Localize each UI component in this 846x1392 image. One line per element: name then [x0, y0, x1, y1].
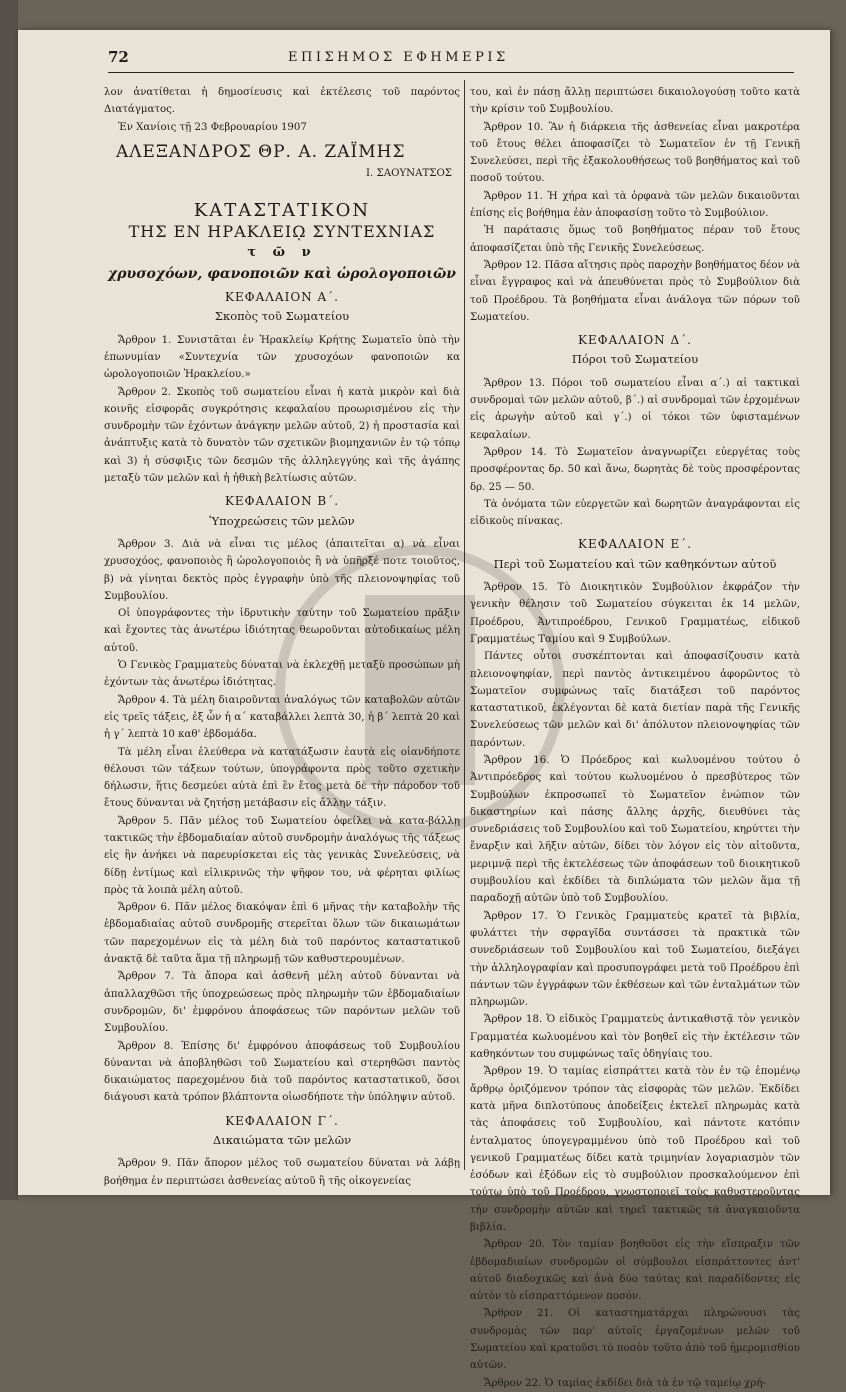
article-8: Ἄρθρον 8. Ἐπίσης δι' ἐμφρόνου ἀποφάσεως τοῦ Συμβουλίου δύνανται νὰ ἀποβληθῶσι τοῦ Σωματείου καὶ στερηθῶσι παντὸς δικαιώματος παρεχομένου διὰ τοῦ παρόντος καταστατικοῦ, ὅσοι διάγουσι κατὰ τρόπον βλάπτοντα οἱωσδήποτε τὴν ὑπόληψιν αὐτοῦ. — [104, 1040, 460, 1104]
place-date: Ἐν Χανίοις τῇ 23 Φεβρουαρίου 1907 — [118, 121, 307, 133]
article-9: Ἄρθρον 9. Πᾶν ἄπορον μέλος τοῦ σωματείου δύναται νὰ λάβῃ βοήθημα ἐν περιπτώσει ἀσθενείας αὐτοῦ ἢ τῆς οἰκογενείας — [104, 1158, 460, 1187]
article-14-para-2: Τὰ ὀνόματα τῶν εὐεργετῶν καὶ δωρητῶν ἀναγράφονται εἰς εἰδικοὺς πίνακας. — [470, 498, 800, 528]
article-15-para-2: Πάντες οὗτοι συσκέπτονται καὶ ἀποφασίζουσιν κατὰ πλειονοψηφίαν, περὶ παντὸς ἀντικειμένου ἀφορῶντος τὸ Σωματεῖον συμφώνως ταῖς διατάξεσι τοῦ παρόντος καταστατικοῦ, ἐκλέγονται δὲ κατὰ διετίαν παρὰ τῆς Γενικῆς Συνελεύσεως τῶν μελῶν καὶ δι' ἀπόλυτον πλειονοψηφίας τῶν παρόντων. — [470, 651, 800, 749]
article-3: Ἄρθρον 3. Διὰ νὰ εἶναι τις μέλος (ἀπαιτεῖται α) νὰ εἶναι χρυσοχόος, φανοποιὸς ἢ ὡρολογοποιὸς ἢ νὰ ὑπῆρξέ ποτε τοιοῦτος, β) νὰ γίνηται δεκτὸς πρὸς ἐγγραφὴν ὑπὸ τῆς πλειονοψηφίας τοῦ Συμβουλίου. — [104, 538, 460, 602]
chapter-b-heading: ΚΕΦΑΛΑΙΟΝ Β΄. — [224, 494, 340, 509]
article-17: Ἄρθρον 17. Ὁ Γενικὸς Γραμματεὺς κρατεῖ τὰ βιβλία, φυλάττει τὴν σφραγῖδα συντάσσει τὰ πρακτικὰ τῶν συνεδριάσεων τοῦ Συμβουλίου καὶ τοῦ Σωματείου, διεξάγει τὴν ἀλληλογραφίαν καὶ προσυπογράφει μετὰ τοῦ Προέδρου ἐπὶ πάντων τῶν ἐγγράφων τῶν ἐκθέσεων καὶ τῶν ἐνταλμάτων τῶν πληρωμῶν. — [470, 910, 800, 1009]
page-header — [108, 48, 794, 70]
article-11: Ἄρθρον 11. Ἡ χήρα καὶ τὰ ὀρφανὰ τῶν μελῶν δικαιοῦνται ἐπίσης εἰς βοήθημα ἐὰν ἀποφασίσῃ τοῦτο τὸ Συμβούλιον. — [470, 190, 800, 220]
article-16: Ἄρθρον 16. Ὁ Πρόεδρος καὶ κωλυομένου τούτου ὁ Ἀντιπρόεδρος καὶ τούτου κωλυομένου ὁ πρεσβύτερος τῶν Συμβούλων ἐκπροσωπεῖ τὸ Σωματεῖον ἐνώπιον τῶν δικαστηρίων καὶ πάσης ἄλλης ἀρχῆς, διευθύνει τὰς συνεδριάσεις τοῦ Συμβουλίου καὶ τοῦ Σωματείου, κηρύττει τὴν ἔναρξιν καὶ λῆξιν αὐτῶν, δίδει τὸν λόγον εἰς τὸν αἰτοῦντα, μεριμνᾷ περὶ τῆς ἐκτελέσεως τῶν ἀποφάσεων τοῦ διοικητικοῦ συμβουλίου καὶ ἐκδίδει τὰ διπλώματα τῶν μελῶν ἅμα τῇ παραδοχῇ αὐτῶν ὑπὸ τοῦ Συμβουλίου. — [470, 754, 800, 905]
header-rule — [108, 72, 794, 73]
doc-title-line2: ΤΗΣ ΕΝ ΗΡΑΚΛΕΙῼ ΣΥΝΤΕΧΝΙΑΣ — [128, 222, 436, 242]
article-1: Ἄρθρον 1. Συνιστᾶται ἐν Ἡρακλείῳ Κρήτης Σωματεῖο ὑπὸ τὴν ἐπωνυμίαν «Συντεχνία τῶν χρυσοχόων φανοποιῶν κα ὡρολογοποιῶν Ἡρακλείου.» — [104, 334, 460, 381]
article-15: Ἄρθρον 15. Τὸ Διοικητικὸν Συμβούλιον ἐκφράζον τὴν γενικὴν θέλησιν τοῦ Σωματείου σύγκειται ἐκ 14 μελῶν, Προέδρου, Ἀντιπροέδρου, Γενικοῦ Γραμματέως, εἰδικοῦ Γραμματέως Ταμίου καὶ 9 Συμβούλων. — [470, 582, 800, 645]
doc-title-line3: τ ῶ ν — [247, 245, 317, 261]
doc-title-line1: ΚΑΤΑΣΤΑΤΙΚΟΝ — [193, 200, 371, 222]
page-number: 72 — [108, 48, 129, 66]
article-5: Ἄρθρον 5. Πᾶν μέλος τοῦ Σωματείου ὀφείλει νὰ κατα-βάλλῃ τακτικῶς τὴν ἑβδομαδιαίαν αὐτοῦ συνδρομὴν ἀναλόγως τῆς τάξεως εἰς ἣν ἀνήκει νὰ παρευρίσκεται εἰς τὰς γενικὰς Συνελεύσεις, νὰ δίδῃ ἐντίμως καὶ εἰλικρινῶς τὴν ψῆφον του, νὰ φέρηται φιλίως πρὸς τὰ λοιπὰ μέλη αὐτοῦ. — [104, 815, 460, 896]
right-column — [470, 84, 800, 1392]
chapter-a-title: Σκοπὸς τοῦ Σωματείου — [214, 309, 350, 324]
countersignature: Ι. ΣΑΟΥΝΑΤΣΟΣ — [366, 168, 452, 180]
chapter-a-heading: ΚΕΦΑΛΑΙΟΝ Α΄. — [225, 290, 339, 305]
article-19: Ἄρθρον 19. Ὁ ταμίας εἰσπράττει κατὰ τὸν ἐν τῷ ἑπομένῳ ἄρθρῳ ὁριζόμενον τρόπον τὰς εἰσφορὰς τῶν μελῶν. Ἐκδίδει κατὰ μῆνα διπλοτύπους ἀποδείξεις ἐκτελεῖ πληρωμὰς κατὰ τὰς ἀποφάσεις τοῦ Συμβουλίου, καὶ πάντοτε κατόπιν ἐνταλματος ὑπογεγραμμένου ὑπὸ τοῦ Προέδρου καὶ τοῦ γενικοῦ Γραμματέως δίδει κατὰ τριμηνίαν λογαριασμὸν τῶν ἐσόδων καὶ ἐξόδων εἰς τὸ συμβούλιον προσκαλούμενον ἐπὶ τούτῳ ὑπὸ τοῦ Προέδρου, γνωστοποιεῖ τοὺς καθυστεροῦντας τὴν συνδρομὴν αὐτῶν καὶ τηρεῖ τακτικῶς τὰ ἀναγκαιοῦντα βιβλία. — [470, 1066, 800, 1233]
intro-text: λον ἀνατίθεται ἡ δημοσίευσις καὶ ἐκτέλεσις τοῦ παρόντος Διατάγματος. — [104, 87, 460, 116]
article-21: Ἄρθρον 21. Οἱ καταστηματάρχαι πληρώνουσι τὰς συνδρομὰς τῶν παρ' αὐτοῖς ἐργαζομένων μελῶν τοῦ Σωματείου καὶ κρατοῦσι τὸ ποσὸν τοῦτο ἀπὸ τοῦ ἡμερομισθίου αὐτῶν. — [470, 1308, 800, 1372]
chapter-b-title: Ὑποχρεώσεις τῶν μελῶν — [209, 513, 355, 528]
chapter-c-heading: ΚΕΦΑΛΑΙΟΝ Γ΄. — [225, 1113, 339, 1128]
continuation-text: του, καὶ ἐν πάσῃ ἄλλῃ περιπτώσει δικαιολογούσῃ τοῦτο κατὰ τὴν κρίσιν τοῦ Συμβουλίου. — [470, 87, 800, 116]
article-2: Ἄρθρον 2. Σκοπὸς τοῦ σωματείου εἶναι ἡ κατὰ μικρὸν καὶ διὰ κοινῆς εἰσφορᾶς συγκρότησις κεφαλαίου προωρισμένου εἰς τὴν συνδρομὴν τῶν ἐχόντων ἀνάγκην μελῶν αὐτοῦ, 2) ἡ προστασία καὶ ἀνάπτυξις κατὰ τὸ δυνατὸν τῶν σχετικῶν βιομηχανιῶν ἐν τῷ τόπῳ καὶ 3) ἡ σύσφιξις τῶν δεσμῶν τῆς ἀλληλεγγύης καὶ τῆς ἀγάπης μεταξὺ τῶν μελῶν καὶ ἡ ἠθικὴ βελτίωσις αὐτῶν. — [104, 386, 460, 485]
signature: ΑΛΕΞΑΝΔΡΟΣ ΘΡ. Α. ΖΑΪΜΗΣ — [116, 141, 406, 162]
chapter-c-title: Δικαιώματα τῶν μελῶν — [212, 1133, 352, 1148]
article-14: Ἄρθρον 14. Τὸ Σωματεῖον ἀναγνωρίζει εὐεργέτας τοὺς προσφέροντας δρ. 50 καὶ ἄνω, δωρητὰς δὲ τοὺς προσφέροντας δρ. 25 — 50. — [470, 446, 800, 493]
article-10: Ἄρθρον 10. Ἂν ἡ διάρκεια τῆς ἀσθενείας εἶναι μακροτέρα τοῦ ἔτους θέλει ἀποφασίζει τὸ Σωματεῖον ἐν τῇ Γενικῇ Συνελεύσει, περὶ τῆς ἐξακολουθήσεως τοῦ βοηθήματος καὶ τοῦ ποσοῦ τούτου. — [470, 121, 800, 185]
article-11-para-2: Ἡ παράτασις ὅμως τοῦ βοηθήματος πέραν τοῦ ἔτους ἀποφασίζεται ὑπὸ τῆς Γενικῆς Συνελεύσεως. — [470, 225, 800, 254]
article-13: Ἄρθρον 13. Πόροι τοῦ σωματείου εἶναι α΄.) αἱ τακτικαὶ συνδρομαὶ τῶν μελῶν αὐτοῦ, β΄.) αἱ συνδρομαὶ τῶν ἐρχομένων εἰς ἀρωγὴν αὐτοῦ καὶ γ΄.) οἱ τόκοι τῶν ὑφισταμένων κεφαλαίων. — [470, 377, 800, 441]
article-3-para-3: Ὁ Γενικὸς Γραμματεὺς δύναται νὰ ἐκλεχθῇ μεταξὺ προσώπων μὴ ἐχόντων τὰς ἀνωτέρω ἰδιότητας. — [104, 660, 460, 689]
column-divider — [464, 80, 465, 1170]
article-7: Ἄρθρον 7. Τὰ ἄπορα καὶ ἀσθενῆ μέλη αὐτοῦ δύνανται νὰ ἀπαλλαχθῶσι τῆς ὑποχρεώσεως πρὸς πληρωμὴν τῶν ἑβδομαδιαίων συνδρομῶν, δι' ἐμφρόνου ἀποφάσεως τῶν παρόντων μελῶν τοῦ Συμβουλίου. — [104, 971, 460, 1035]
chapter-d-title: Πόροι τοῦ Σωματείου — [571, 352, 699, 367]
article-4: Ἄρθρον 4. Τὰ μέλη διαιροῦνται ἀναλόγως τῶν καταβολῶν αὐτῶν εἰς τρεῖς τάξεις, ἐξ ὧν ἡ α΄ καταβάλλει λεπτὰ 30, ἡ β΄ λεπτὰ 20 καὶ ἡ γ΄ λεπτὰ 10 καθ' ἑβδομάδα. — [104, 694, 460, 741]
article-20: Ἄρθρον 20. Τὸν ταμίαν βοηθοῦσι εἰς τὴν εἴσπραξιν τῶν ἑβδομαδιαίων συνδρομῶν οἱ σύμβουλοι εἰσπράττοντες ἀντ' αὐτοῦ διαδοχικῶς καὶ ἀνὰ δύο ταύτας καὶ παραδίδοντες εἰς αὐτὸν τὸ εἰσπραττόμενον ποσόν. — [470, 1239, 800, 1303]
book-binding — [0, 0, 18, 1200]
doc-title-line4: χρυσοχόων, φανοποιῶν καὶ ὡρολογοποιῶν — [107, 265, 457, 282]
article-3-para-2: Οἱ ὑπογράφοντες τὴν ἱδρυτικὴν ταύτην τοῦ Σωματείου πρᾶξιν καὶ ἔχοντες τὰς ἀνωτέρω ἰδιότητας θεωροῦνται αὐτοδικαίως μέλη αὐτοῦ. — [104, 608, 460, 654]
publication-title: ΕΠΙΣΗΜΟΣ ΕΦΗΜΕΡΙΣ — [288, 50, 509, 65]
article-6: Ἄρθρον 6. Πᾶν μέλος διακόψαν ἐπὶ 6 μῆνας τὴν καταβολὴν τῆς ἑβδομαδιαίας αὐτοῦ συνδρομῆς στερεῖται ὅλων τῶν δικαιωμάτων τῶν παρεχομένων εἰς τὰ μέλη διὰ τοῦ παρόντος καταστατικοῦ ἀνακτᾷ δὲ ταῦτα ἅμα τῇ πληρωμῇ τῶν καθυστερουμένων. — [104, 902, 460, 966]
article-4-para-2: Τὰ μέλη εἶναι ἐλεύθερα νὰ κατατάξωσιν ἑαυτὰ εἰς οἱανδήποτε θέλουσι τῶν τάξεων τούτων, ὑπογράφοντα πρὸς τοῦτο σχετικὴν δήλωσιν, ἥτις δεσμεύει αὐτὰ ἐπὶ ἓν ἔτος μετὰ δὲ τὴν πάροδον τοῦ ἔτους δύνανται νὰ ζητήσῃ μετάβασιν εἰς ἄλλην τάξιν. — [104, 746, 460, 810]
article-22: Ἄρθρον 22. Ὁ ταμίας ἐκδίδει διὰ τὰ ἐν τῷ ταμείῳ χρή- — [484, 1377, 766, 1389]
chapter-e-heading: ΚΕΦΑΛΑΙΟΝ Ε΄. — [577, 537, 693, 552]
chapter-d-heading: ΚΕΦΑΛΑΙΟΝ Δ΄. — [578, 333, 692, 348]
left-column — [104, 84, 460, 1190]
article-12: Ἄρθρον 12. Πᾶσα αἴτησις πρὸς παροχὴν βοηθήματος δέον νὰ εἶναι ἔγγραφος καὶ νὰ ἀπευθύνεται πρὸς τὸ Συμβούλιον διὰ τοῦ Προέδρου. Τὰ βοηθήματα εἶναι ἀνάλογα τῶν πόρων τοῦ Σωματείου. — [470, 259, 800, 323]
chapter-e-title: Περὶ τοῦ Σωματείου καὶ τῶν καθηκόντων αὐτοῦ — [493, 556, 777, 571]
article-18: Ἄρθρον 18. Ὁ εἰδικὸς Γραμματεὺς ἀντικαθιστᾷ τὸν γενικὸν Γραμματέα κωλυομένου καὶ τὸν βοηθεῖ εἰς τὴν ἐκτέλεσιν τῶν καθηκόντων του συμφώνως ταῖς ὁδηγίαις του. — [470, 1014, 800, 1061]
